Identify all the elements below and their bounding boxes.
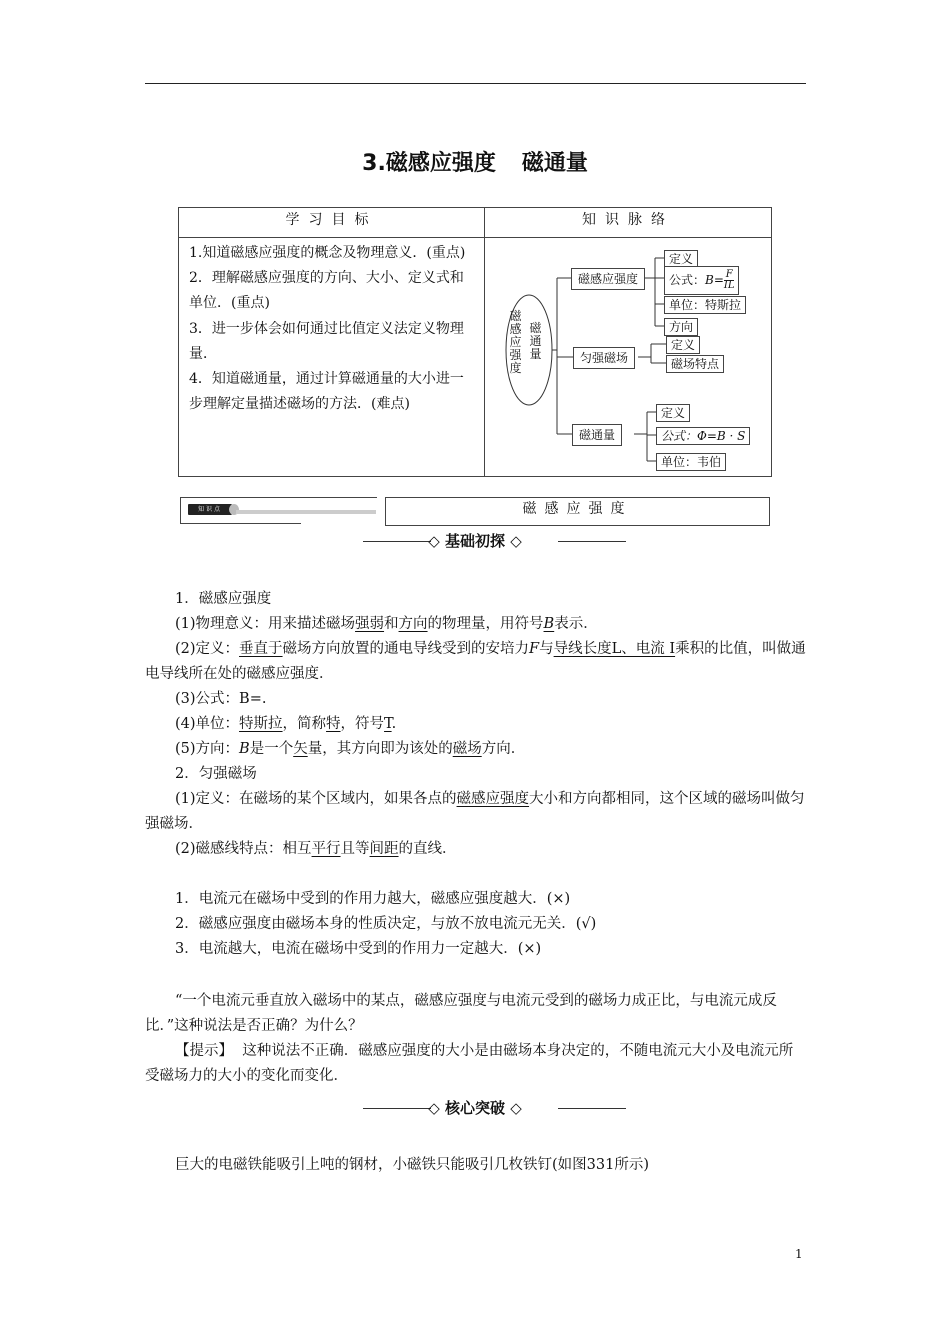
blank-answer: 特: [326, 716, 341, 732]
knowledge-point-heading: 磁感应强度: [385, 497, 770, 526]
section-title: 1．磁感应强度: [175, 591, 272, 607]
badge-bar: [236, 510, 376, 514]
text: 是一个: [249, 741, 294, 757]
text: 表示．: [554, 616, 598, 632]
blank-answer: 间距: [369, 841, 399, 857]
banner-basic: [0, 531, 950, 551]
divider: [180, 523, 301, 524]
banner-text: ◇ 基础初探 ◇: [428, 532, 522, 550]
blank-answer: 矢: [293, 741, 308, 757]
text: 且等: [340, 841, 370, 857]
blank-answer: 磁场: [452, 741, 482, 757]
text: (1)物理意义：用来描述磁场: [175, 616, 356, 632]
text: (2)磁感线特点：相互: [175, 841, 312, 857]
leaf-direction: 方向: [664, 318, 698, 336]
leaf-unit: 单位：特斯拉: [664, 296, 746, 314]
goals-cell: [179, 238, 485, 477]
blank-answer: T: [384, 716, 392, 732]
branch-magnetic-induction: 磁感应强度: [571, 268, 645, 290]
goal-item: 3．进一步体会如何通过比值定义法定义物理量．: [189, 320, 464, 362]
banner-core: [0, 1098, 950, 1118]
paragraph: [145, 787, 807, 837]
judge-item: 2．磁感应强度由磁场本身的性质决定，与放不放电流元无关．(√): [175, 916, 597, 932]
hint: [145, 1039, 807, 1089]
text: ，符号: [340, 716, 385, 732]
text: .: [391, 716, 397, 732]
map-header: 知识脉络: [485, 208, 772, 238]
text: 磁场方向放置的通电导线受到的安培力: [282, 641, 530, 657]
hint-text: 这种说法不正确．磁感应强度的大小是由磁场本身决定的，不随电流元大小及电流元所受磁场力的大小的变化而变化．: [145, 1043, 794, 1084]
text: 的物理量，用符号: [427, 616, 544, 632]
paragraph: [145, 712, 807, 737]
goals-header: 学习目标: [179, 208, 485, 238]
frac-numerator: F: [725, 269, 733, 280]
leaf-unit: 单位：韦伯: [656, 453, 726, 471]
banner-text: ◇ 核心突破 ◇: [428, 1099, 522, 1117]
text: 和: [384, 616, 399, 632]
goal-item: 4．知道磁通量，通过计算磁通量的大小进一步理解定量描述磁场的方法．(难点): [189, 371, 464, 413]
paragraph: [145, 837, 807, 862]
section-title: 2．匀强磁场: [175, 766, 257, 782]
title-main: 3.磁感应强度: [362, 151, 496, 176]
formula-lhs: B=: [705, 273, 724, 287]
text: 方向．: [481, 741, 526, 757]
formula-fraction: [724, 270, 735, 291]
blank-answer: 磁感应强度: [456, 791, 530, 807]
judge-item: 3．电流越大，电流在磁场中受到的作用力一定越大．(×): [175, 941, 542, 957]
paragraph: [145, 737, 807, 762]
knowledge-point-badge: [188, 504, 232, 515]
text: 的直线．: [398, 841, 457, 857]
paragraph: [145, 612, 807, 637]
leaf-formula: [664, 266, 739, 295]
branch-uniform-field: 匀强磁场: [573, 347, 635, 369]
blank-answer: 导线长度L、电流 I: [553, 641, 676, 657]
formula-prefix: 公式：: [669, 273, 706, 287]
text: (4)单位：: [175, 716, 240, 732]
text: 大小和方向都相同，这个区域的磁场叫做匀强磁场．: [145, 791, 805, 832]
leaf-definition: 定义: [666, 336, 700, 354]
leaf-feature: 磁场特点: [666, 355, 724, 373]
question: “一个电流元垂直放入磁场中的某点，磁感应强度与电流元受到的磁场力成正比，与电流元成反比．”这种说法是否正确？为什么？: [145, 993, 777, 1034]
text: ，简称: [282, 716, 327, 732]
frac-denominator: IL: [723, 280, 735, 291]
badge-label: 知识点: [197, 506, 222, 513]
root-right-label: 磁通量: [529, 321, 542, 361]
blank-answer: 方向: [398, 616, 428, 632]
blank-answer: B: [543, 616, 555, 632]
paragraph: [145, 637, 807, 687]
paragraph: 巨大的电磁铁能吸引上吨的钢材，小磁铁只能吸引几枚铁钉(如图331所示): [175, 1157, 649, 1173]
page-title: [0, 146, 950, 177]
judge-item: 1．电流元在磁场中受到的作用力越大，磁感应强度越大．(×): [175, 891, 571, 907]
goals-table: [178, 207, 772, 477]
leaf-definition: 定义: [664, 250, 698, 268]
blank-answer: 特斯拉: [239, 716, 283, 732]
text: (1)定义：在磁场的某个区域内，如果各点的: [175, 791, 457, 807]
blank-answer: 垂直于: [239, 641, 283, 657]
text: 与: [539, 641, 554, 657]
blank-answer: 强弱: [355, 616, 385, 632]
goal-item: 1.知道磁感应强度的概念及物理意义．(重点): [189, 245, 466, 261]
blank-answer: 平行: [311, 841, 341, 857]
variable: F: [529, 641, 540, 657]
title-sub: 磁通量: [521, 151, 588, 176]
paragraph: (3)公式：B=.: [175, 691, 267, 707]
text: 量，其方向即为该处的: [307, 741, 453, 757]
variable: B: [239, 741, 250, 757]
mindmap: [485, 238, 772, 477]
page-number: 1: [795, 1247, 803, 1261]
goal-item: 2．理解磁感应强度的方向、大小、定义式和单位．(重点): [189, 270, 464, 312]
header-rule: [145, 83, 806, 84]
branch-flux: 磁通量: [572, 424, 622, 446]
root-left-label: 磁感应强度: [509, 309, 522, 375]
hint-label: 【提示】: [175, 1043, 233, 1059]
leaf-definition: 定义: [656, 404, 690, 422]
text: 乘积的比值，叫做通电导线所在处的磁感应强度．: [145, 641, 806, 682]
text: (2)定义：: [175, 641, 240, 657]
text: (5)方向：: [175, 741, 240, 757]
leaf-formula: 公式：Φ=B · S: [656, 427, 750, 445]
